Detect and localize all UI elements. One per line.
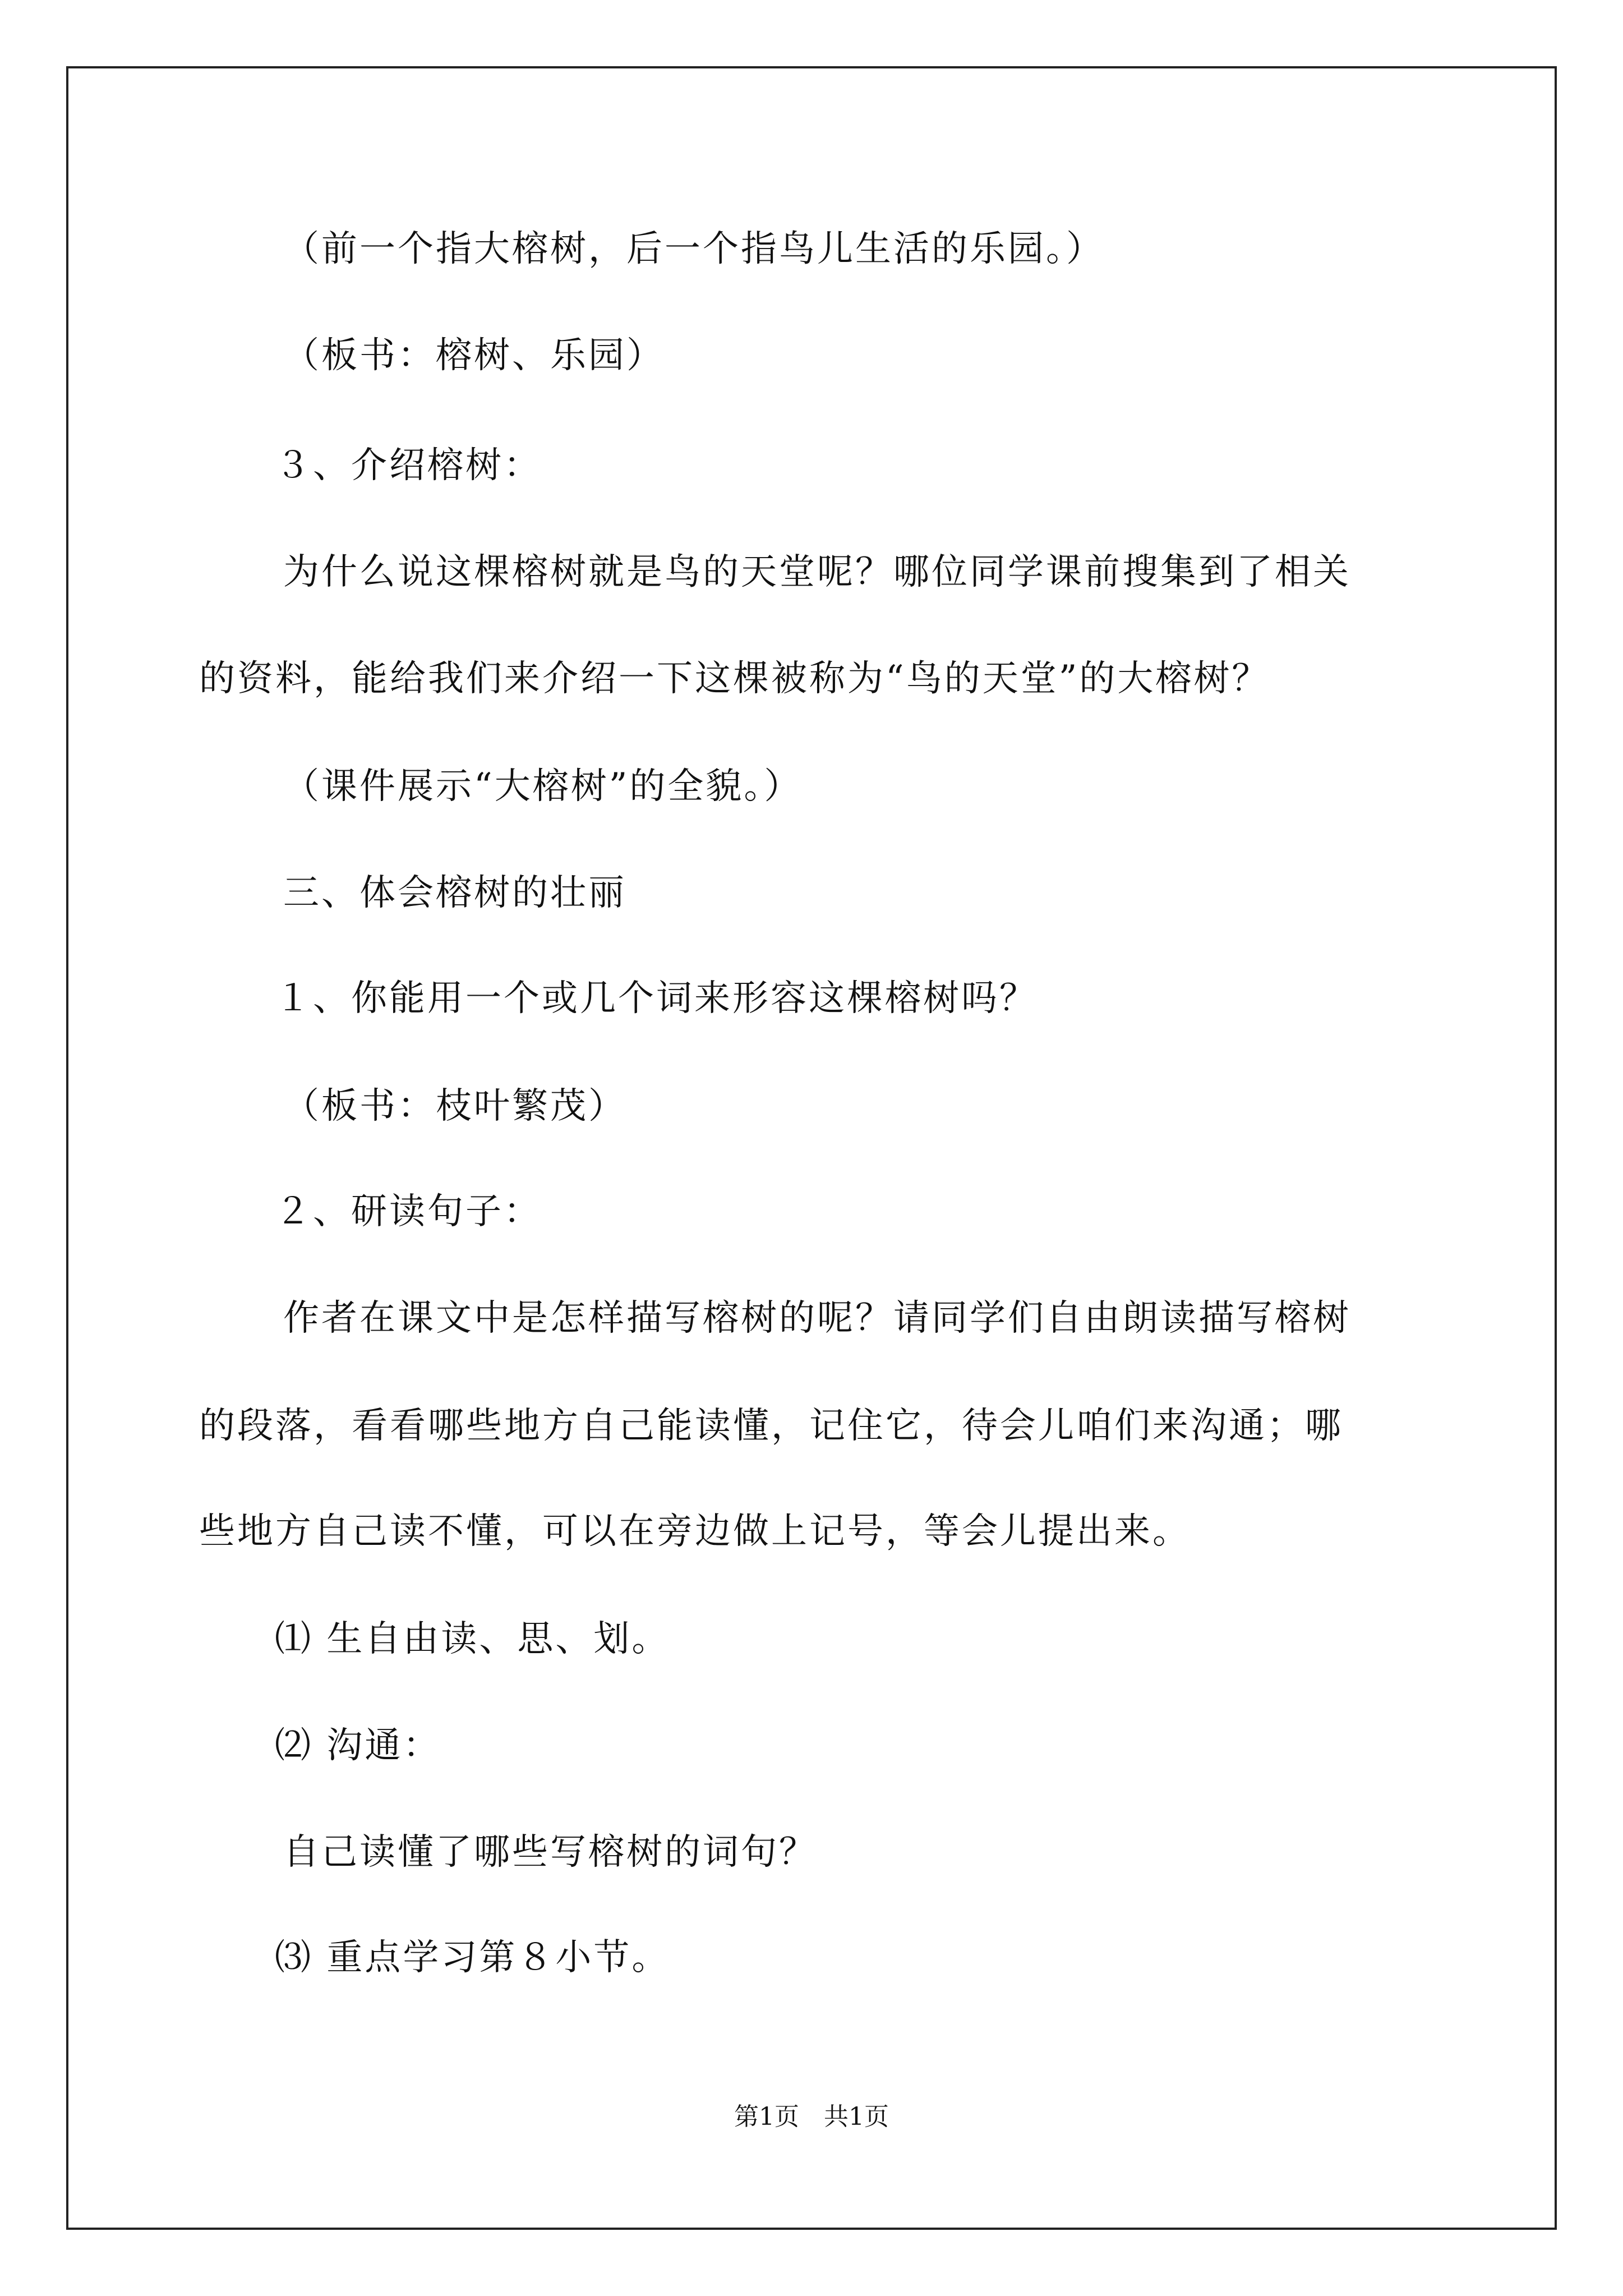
section-heading: 三、体会榕树的壮丽 bbox=[283, 872, 626, 914]
text-line-14: ⑴ 生自由读、思、划。 bbox=[275, 1618, 670, 1660]
text-line-6: （课件展示“大榕树”的全貌。） bbox=[283, 766, 803, 807]
page-border bbox=[66, 66, 1557, 2230]
text-line-13: 些地方自己读不懂，可以在旁边做上记号，等会儿提出来。 bbox=[199, 1511, 1191, 1552]
text-line-8: １、你能用一个或几个词来形容这棵榕树吗？ bbox=[275, 978, 1038, 1019]
text-line-15: ⑵ 沟通： bbox=[275, 1725, 441, 1766]
text-line-11: 作者在课文中是怎样描写榕树的呢？请同学们自由朗读描写榕树 bbox=[283, 1297, 1351, 1339]
text-line-12: 的段落，看看哪些地方自己能读懂，记住它，待会儿咱们来沟通；哪 bbox=[199, 1405, 1343, 1447]
text-line-5: 的资料，能给我们来介绍一下这棵被称为“鸟的天堂”的大榕树？ bbox=[199, 658, 1270, 700]
text-line-17: ⑶ 重点学习第８小节。 bbox=[275, 1937, 670, 1978]
text-line-3: ３、介绍榕树： bbox=[275, 445, 542, 486]
page-number-footer: 第1页 共1页 bbox=[734, 2102, 889, 2131]
text-line-9: （板书：枝叶繁茂） bbox=[283, 1085, 626, 1127]
text-line-2: （板书：榕树、乐园） bbox=[283, 335, 665, 376]
text-line-1: （前一个指大榕树，后一个指鸟儿生活的乐园。） bbox=[283, 228, 1104, 270]
text-line-10: ２、研读句子： bbox=[275, 1191, 542, 1232]
text-line-4: 为什么说这棵榕树就是鸟的天堂呢？哪位同学课前搜集到了相关 bbox=[283, 551, 1351, 593]
text-line-16: 自己读懂了哪些写榕树的词句？ bbox=[283, 1832, 817, 1873]
